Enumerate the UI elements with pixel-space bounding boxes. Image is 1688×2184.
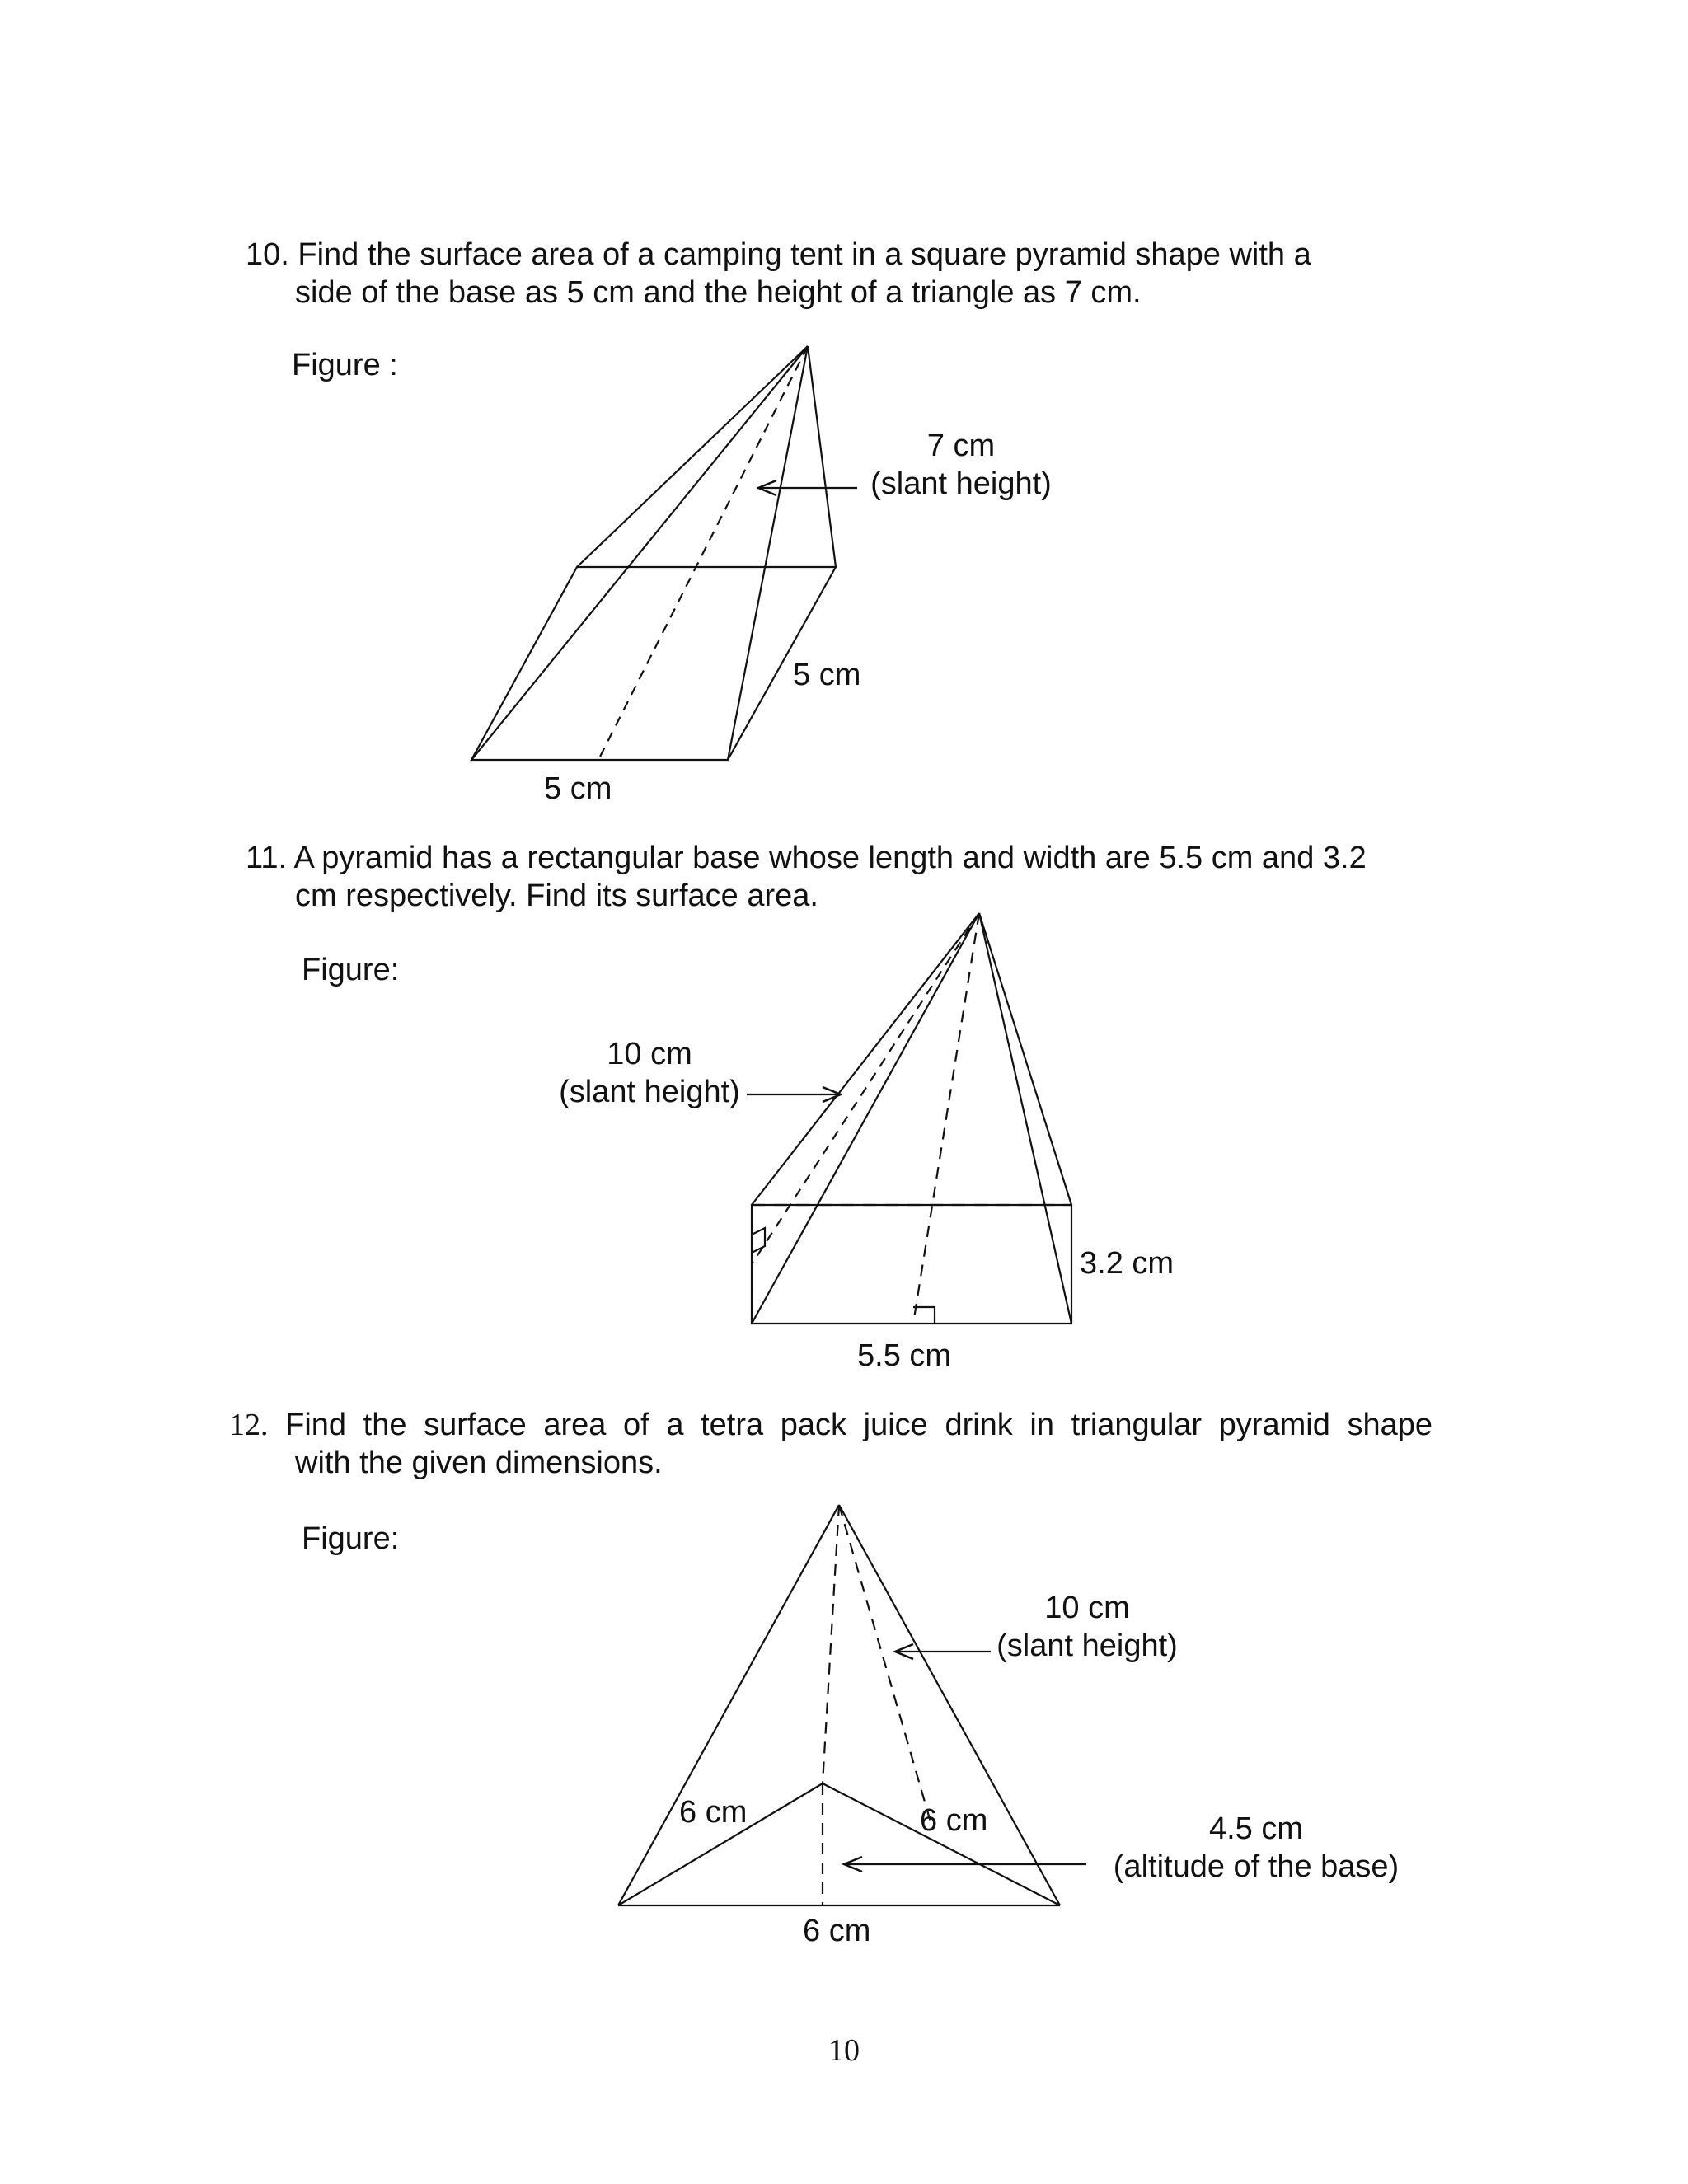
figure-10-edge <box>577 346 808 567</box>
figure-12-altitude-label <box>1100 1810 1413 1886</box>
figure-12-slant-caption: (slant height) <box>996 1629 1178 1663</box>
figure-11-base-front <box>752 1205 1071 1324</box>
question-11-line-1: 11. A pyramid has a rectangular base whose length and width are 5.5 cm and 3.2 <box>246 841 1367 875</box>
figure-11-slant-label <box>551 1035 748 1111</box>
figure-10-edge <box>808 346 836 567</box>
question-12-line-1-text: Find the surface area of a tetra pack juice drink in triangular pyramid shape <box>285 1408 1432 1442</box>
question-12-line-2: with the given dimensions. <box>295 1446 663 1480</box>
figure-11-slant-height <box>752 913 979 1264</box>
figure-12-slant-value: 10 cm <box>1044 1591 1130 1625</box>
figure-10-label: Figure : <box>292 348 398 382</box>
figure-11-right-angle <box>752 1228 765 1253</box>
page-number: 10 <box>828 2033 860 2068</box>
figure-11-height <box>913 913 979 1324</box>
figure-12-edge <box>839 1505 1060 1905</box>
figure-11-right-angle <box>913 1307 935 1324</box>
figure-10-edge <box>728 346 808 760</box>
figure-12-label: Figure: <box>302 1521 400 1556</box>
figure-12-edge-bottom-label: 6 cm <box>803 1914 871 1948</box>
question-10-line-2: side of the base as 5 cm and the height of a triangle as 7 cm. <box>295 275 1142 310</box>
figure-12-height <box>823 1505 839 1783</box>
figure-10-slant-value: 7 cm <box>926 429 996 463</box>
figure-12-edge-right-label: 6 cm <box>920 1803 988 1838</box>
figure-11-width-label: 3.2 cm <box>1080 1246 1175 1281</box>
figure-12-edge-left-label: 6 cm <box>679 1795 748 1830</box>
question-10-line-1: 10. Find the surface area of a camping tent in a square pyramid shape with a <box>246 237 1311 272</box>
figure-12-altitude-caption: (altitude of the base) <box>1113 1849 1400 1884</box>
figure-11-slant-value: 10 cm <box>607 1037 692 1071</box>
figure-11-pyramid <box>747 913 1071 1324</box>
figure-10-slant-label <box>854 427 1068 503</box>
figure-12-pyramid <box>618 1505 1086 1905</box>
figure-11-edge <box>979 913 1071 1324</box>
question-12-number: 12. <box>229 1408 269 1442</box>
figure-11-label: Figure: <box>302 953 400 987</box>
figure-10-pyramid <box>471 346 857 760</box>
figure-11-length-label: 5.5 cm <box>857 1338 952 1373</box>
figure-11-edge <box>752 913 979 1205</box>
figure-10-base <box>471 567 836 760</box>
figure-10-side-right-label: 5 cm <box>793 658 861 692</box>
figure-12-slant-label <box>984 1589 1190 1665</box>
question-11-line-2: cm respectively. Find its surface area. <box>295 879 818 913</box>
figure-10-edge <box>471 346 808 760</box>
figure-11-slant-caption: (slant height) <box>559 1075 740 1109</box>
figure-12-altitude-value: 4.5 cm <box>1208 1811 1304 1846</box>
figure-10-slant-height <box>598 346 808 760</box>
figure-11-edge <box>979 913 1071 1205</box>
figure-10-side-bottom-label: 5 cm <box>544 771 612 806</box>
figure-11-edge <box>752 913 979 1324</box>
figure-10-slant-caption: (slant height) <box>870 466 1052 501</box>
figure-12-edge <box>618 1505 839 1905</box>
figure-12-slant-height <box>839 1505 931 1825</box>
